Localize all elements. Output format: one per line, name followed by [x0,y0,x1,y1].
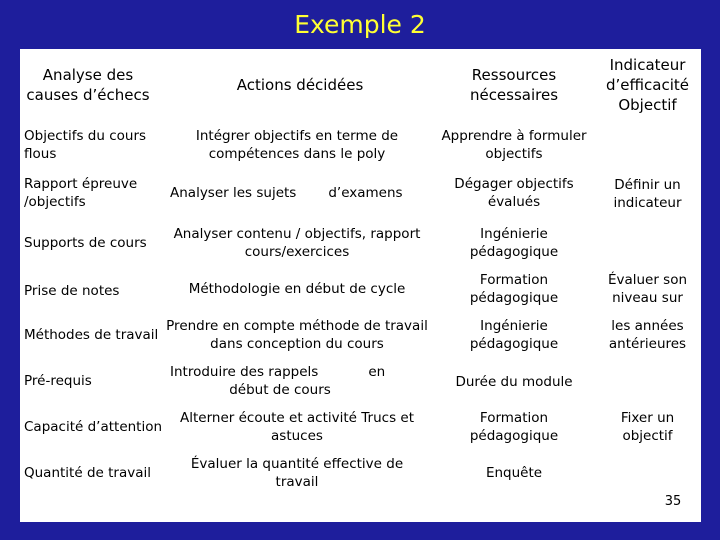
resource-cell: Durée du module [455,374,573,390]
action-text-part: Analyser les sujets [170,185,297,201]
action-cell [170,361,430,401]
cause-cell: Méthodes de travail [24,327,159,343]
action-cell [170,173,430,213]
header-indicator: Indicateur d’efficacité Objectif [606,56,689,114]
cause-cell: Prise de notes [24,283,120,299]
action-text-part: début de cours [229,382,331,398]
action-text-part: en [368,364,386,380]
cause-cell: Supports de cours [24,235,147,251]
action-table [20,49,701,522]
cause-cell: Pré-requis [24,373,92,389]
header-resources: Ressources nécessaires [469,66,559,104]
indicator-target: Fixer un objectif [620,410,675,444]
action-cell: Analyser contenu / objectifs, rapport cours/exercices [173,226,421,260]
action-cell: Intégrer objectifs en terme de compétences dans le poly [195,128,399,162]
action-cell: Alterner écoute et activité Trucs et astuces [179,410,414,444]
page-number: 35 [664,494,682,509]
action-text-part: Introduire des rappels [170,364,319,380]
resource-cell: Formation pédagogique [469,410,559,444]
indicator-evaluate-line2: les années antérieures [608,318,687,352]
indicator-define: Définir un indicateur [613,177,682,211]
action-text-part: d’examens [328,185,403,201]
cause-cell: Quantité de travail [24,465,151,481]
header-actions: Actions décidées [236,76,364,94]
slide-title: Exemple 2 [294,10,426,39]
resource-cell: Formation pédagogique [469,272,559,306]
resource-cell: Ingénierie pédagogique [469,318,559,352]
header-causes: Analyse des causes d’échecs [26,66,150,104]
action-cell: Méthodologie en début de cycle [188,281,406,297]
cause-cell: Rapport épreuve /objectifs [24,176,138,210]
resource-cell: Apprendre à formuler objectifs [441,128,587,162]
action-cell: Évaluer la quantité effective de travail [190,456,404,490]
cause-cell: Objectifs du cours flous [24,128,147,162]
resource-cell: Dégager objectifs évalués [454,176,574,210]
action-cell: Prendre en compte méthode de travail dans conception du cours [166,318,428,352]
cause-cell: Capacité d’attention [24,419,163,435]
resource-cell: Enquête [485,465,543,481]
resource-cell: Ingénierie pédagogique [469,226,559,260]
indicator-evaluate-line1: Évaluer son niveau sur [607,272,688,306]
